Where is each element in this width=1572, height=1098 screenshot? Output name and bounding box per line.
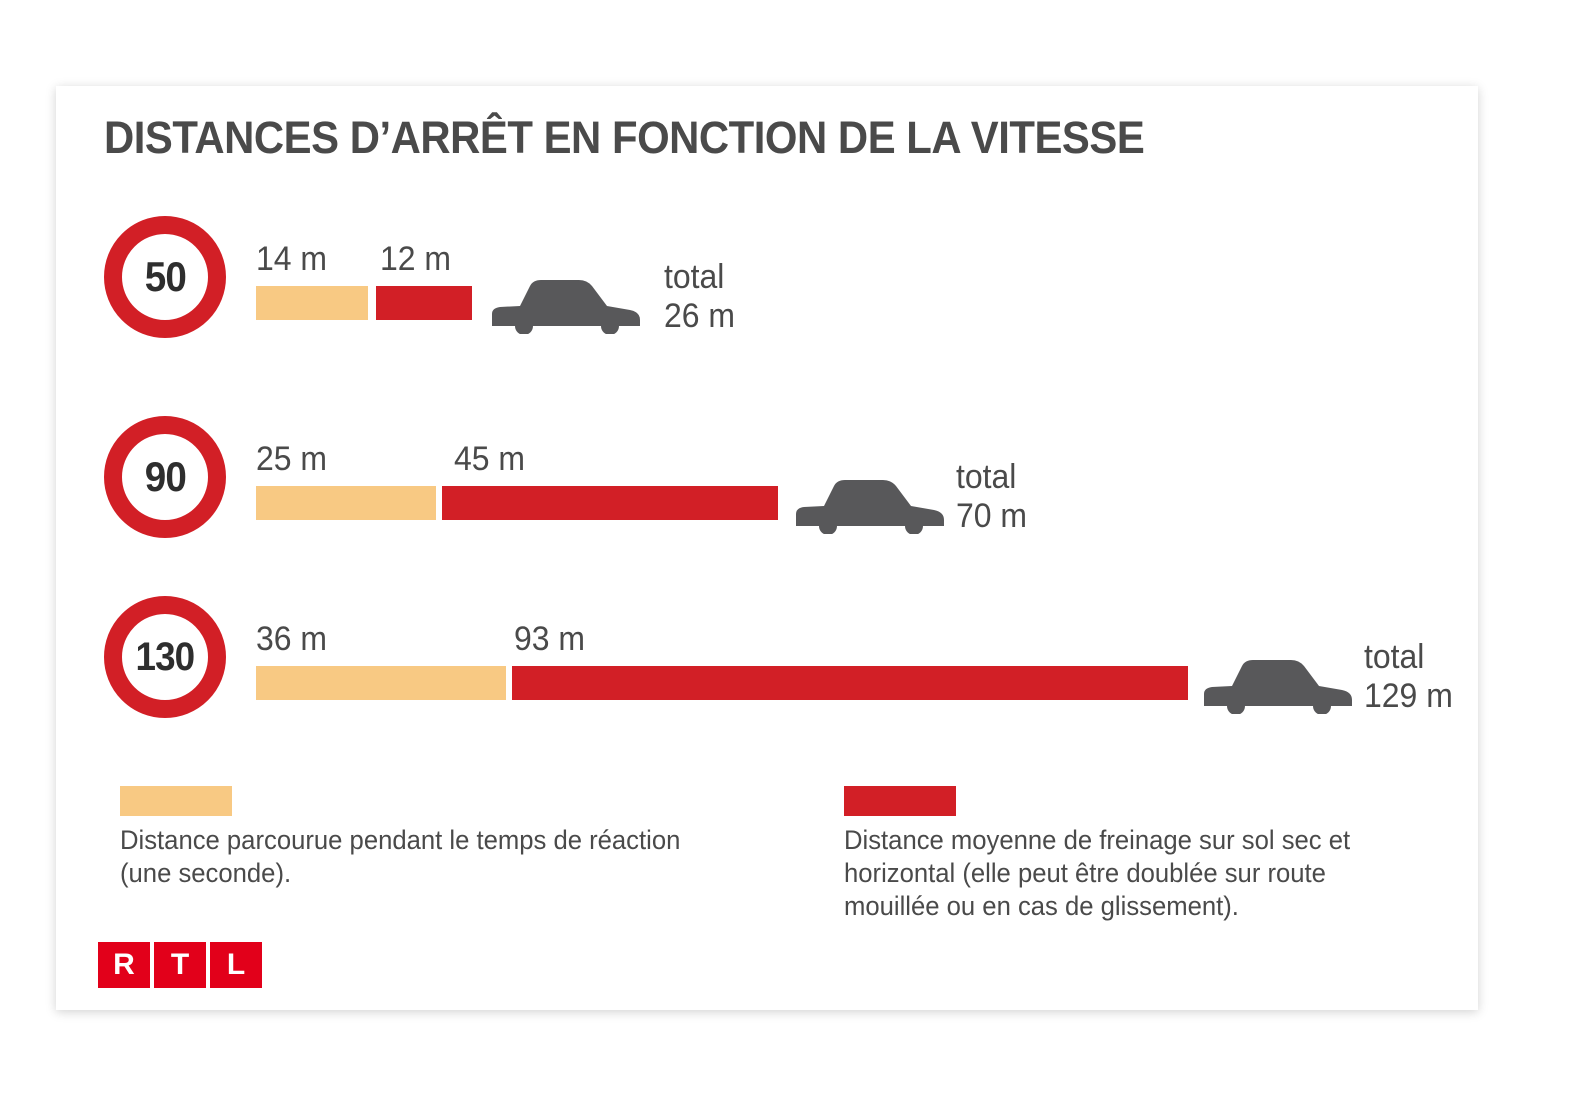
braking-distance-label: 12 m (380, 240, 452, 278)
reaction-distance-label: 14 m (256, 240, 328, 278)
speed-limit-sign-130 (104, 596, 226, 718)
total-label-130 (1364, 638, 1453, 716)
reaction-distance-label: 25 m (256, 440, 328, 478)
legend-swatch-braking-icon (844, 786, 956, 816)
bar-group-50 (256, 240, 1016, 336)
legend-item-braking (844, 786, 1444, 923)
speed-limit-value: 90 (144, 453, 186, 500)
legend-swatch-reaction-icon (120, 786, 232, 816)
braking-bar-segment (442, 486, 778, 520)
speed-limit-sign-90 (104, 416, 226, 538)
total-label-50 (664, 258, 735, 336)
total-value: 129 m (1364, 677, 1453, 716)
braking-bar-segment (376, 286, 472, 320)
braking-distance-label: 45 m (454, 440, 526, 478)
total-caption: total (664, 258, 725, 296)
total-caption: total (956, 458, 1017, 496)
reaction-distance-label: 36 m (256, 620, 328, 658)
logo-letter-t: T (154, 942, 206, 988)
page-title: DISTANCES D’ARRÊT EN FONCTION DE LA VITESSE (104, 112, 1145, 163)
reaction-bar-segment (256, 286, 368, 320)
reaction-bar-segment (256, 486, 436, 520)
legend-label-braking: Distance moyenne de freinage sur sol sec et horizontal (elle peut être doublée sur route mouillée ou en cas de glissement). (844, 825, 1351, 921)
speed-limit-value: 50 (144, 253, 186, 300)
total-value: 70 m (956, 497, 1028, 536)
braking-distance-label: 93 m (514, 620, 586, 658)
speed-row-90 (104, 416, 1464, 576)
total-value: 26 m (664, 297, 736, 336)
bar-group-130 (256, 620, 1506, 716)
bar-group-90 (256, 440, 1356, 536)
speed-limit-sign-50 (104, 216, 226, 338)
car-icon (1196, 646, 1356, 714)
total-label-90 (956, 458, 1027, 536)
speed-row-130 (104, 596, 1464, 756)
car-icon (484, 266, 644, 334)
legend-item-reaction (120, 786, 740, 890)
logo-letter-r: R (98, 942, 150, 988)
rtl-logo (98, 942, 266, 988)
speed-limit-value: 130 (135, 634, 195, 679)
car-icon (788, 466, 948, 534)
speed-row-50 (104, 216, 1464, 376)
total-caption: total (1364, 638, 1425, 676)
infographic-card (56, 86, 1478, 1010)
logo-letter-l: L (210, 942, 262, 988)
legend-label-reaction: Distance parcourue pendant le temps de réaction (une seconde). (120, 825, 681, 888)
braking-bar-segment (512, 666, 1188, 700)
reaction-bar-segment (256, 666, 506, 700)
